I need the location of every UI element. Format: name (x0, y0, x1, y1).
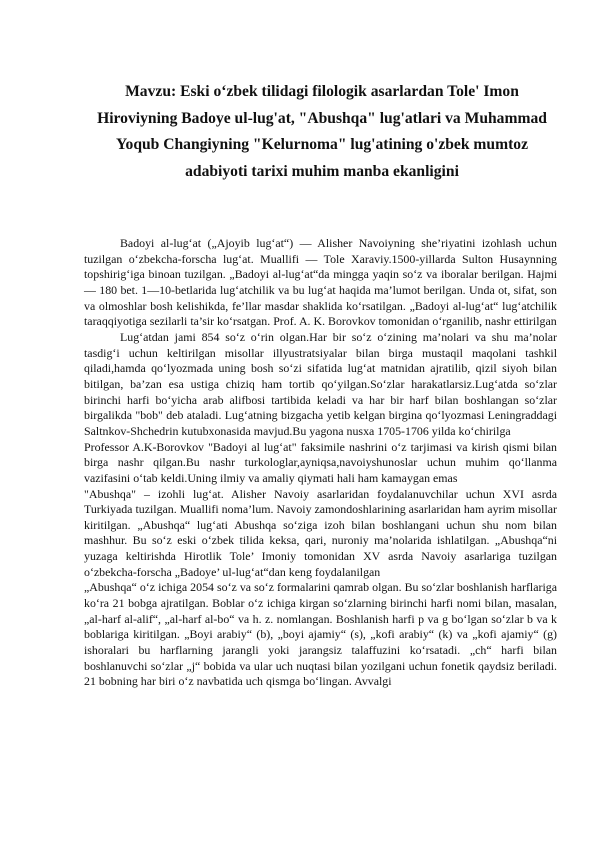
document-body (84, 236, 557, 690)
paragraph-abushqa-intro: "Abushqa" – izohli lug‘at. Alisher Navoiy asarlaridan foydalanuvchilar uchun XVI asrda Turkiyada tuzilgan. Muallifi noma’lum. Navoiy zamondoshlarining asarlaridan ham ayrim misollar kiritilgan. „Abushqa“ lug‘ati Abushqa so‘ziga izoh bilan boshlangani uchun shu nom bilan mashhur. Bu so‘z eski o‘zbek tilida keksa, qari, nuroniy ma’nolarida ishlatilgan. „Abushqa“ni yuzaga keltirishda Hirotlik Tole’ Imoniy tomonidan XV asrda Navoiy asarlariga tuzilgan o‘zbekcha-forscha „Badoye’ ul-lug‘at“dan keng foydalanilgan (84, 486, 557, 579)
paragraph-abushqa-structure: „Abushqa“ o‘z ichiga 2054 so‘z va so‘z formalarini qamrab olgan. Bu so‘zlar boshlanish harflariga ko‘ra 21 bobga ajratilgan. Boblar o‘z ichiga kirgan so‘zlarning birinchi harfi nomi bilan, masalan, „al-harf al-alif“, „al-harf al-bo“ va h. z. nomlangan. Boshlanish harfi p va g bo‘lgan so‘zlar b va k boblariga kiritilgan. „Boyi arabiy“ (b), „boyi ajamiy“ (s), „kofi arabiy“ (k) va „kofi ajamiy“ (g) ishoralari bu harflarning jarangli yoki jarangsiz talaffuzini ko‘rsatadi. „ch“ harfi bilan boshlanuvchi so‘zlar „j“ bobida va ular uch nuqtasi bilan yozilgani uchun fonetik qaydsiz beriladi. 21 bobning har biri o‘z navbatida uch qismga bo‘lingan. Avvalgi (84, 580, 557, 689)
paragraph-badoyi-intro: Badoyi al-lug‘at („Ajoyib lug‘at“) — Alisher Navoiyning she’riyatini izohlash uchun tuzilgan o‘zbekcha-forscha lug‘at. Muallifi — Tole Xaraviy.1500-yillarda Sulton Husaynning topshirig‘iga binoan tuzilgan. „Badoyi al-lug‘at“da mingga yaqin so‘z va iboralar berilgan. Hajmi — 180 bet. 1—10-betlarida lug‘atchilik va bu lug‘at haqida ma’lumot berilgan. Unda ot, sifat, son va olmoshlar bosh kelishikda, fe’llar masdar shaklida ko‘rsatilgan. „Badoyi al-lug‘at“ lug‘atchilik taraqqiyotiga sezilarli ta’sir ko‘rsatgan. Prof. A. K. Borovkov tomonidan o‘rganilib, nashr ettirilgan (84, 236, 557, 329)
paragraph-borovkov-edition: Professor A.K-Borovkov "Badoyi al lug‘at" faksimile nashrini o‘z tarjimasi va kirish qismi bilan birga nashr qilgan.Bu nashr turkologlar,ayniqsa,navoiyshunoslar uchun muhim qo‘llanma vazifasini o‘tab keldi.Uning ilmiy va amaliy qiymati hali ham kamaygan emas (84, 439, 557, 485)
document-title: Mavzu: Eski o‘zbek tilidagi filologik asarlardan Tole' Imon Hiroviyning Badoye ul-lug'at, "Abushqa" lug'atlari va Muhammad Yoqub Changiyning "Kelurnoma" lug'atining o'zbek mumtoz adabiyoti tarixi muhim manba ekanligini (97, 83, 547, 180)
paragraph-badoyi-structure: Lug‘atdan jami 854 so‘z o‘rin olgan.Har bir so‘z o‘zining ma’nolari va shu ma’nolar tasdig‘i uchun keltirilgan misollar illyustratsiyalar bilan birga mustaqil maqolani tashkil qiladi,hamda qo‘lyozmada uning bosh so‘zi sifatida lug‘at matnidan ajratilib, qizil siyoh bilan bitilgan, ba’zan esa ustiga chiziq ham tortib qo‘yilgan.So‘zlar harakatlarsiz.Lug‘atda so‘zlar birinchi harfi bo‘yicha arab alifbosi tartibida keladi va har bir harf bilan boshlangan so‘zlar birgalikda "bob" deb ataladi. Lug‘atning bizgacha yetib kelgan birgina qo‘lyozmasi Leningraddagi Saltnkov-Shchedrin kutubxonasida mavjud.Bu yagona nusxa 1705-1706 yilda ko‘chirilga (84, 329, 557, 438)
